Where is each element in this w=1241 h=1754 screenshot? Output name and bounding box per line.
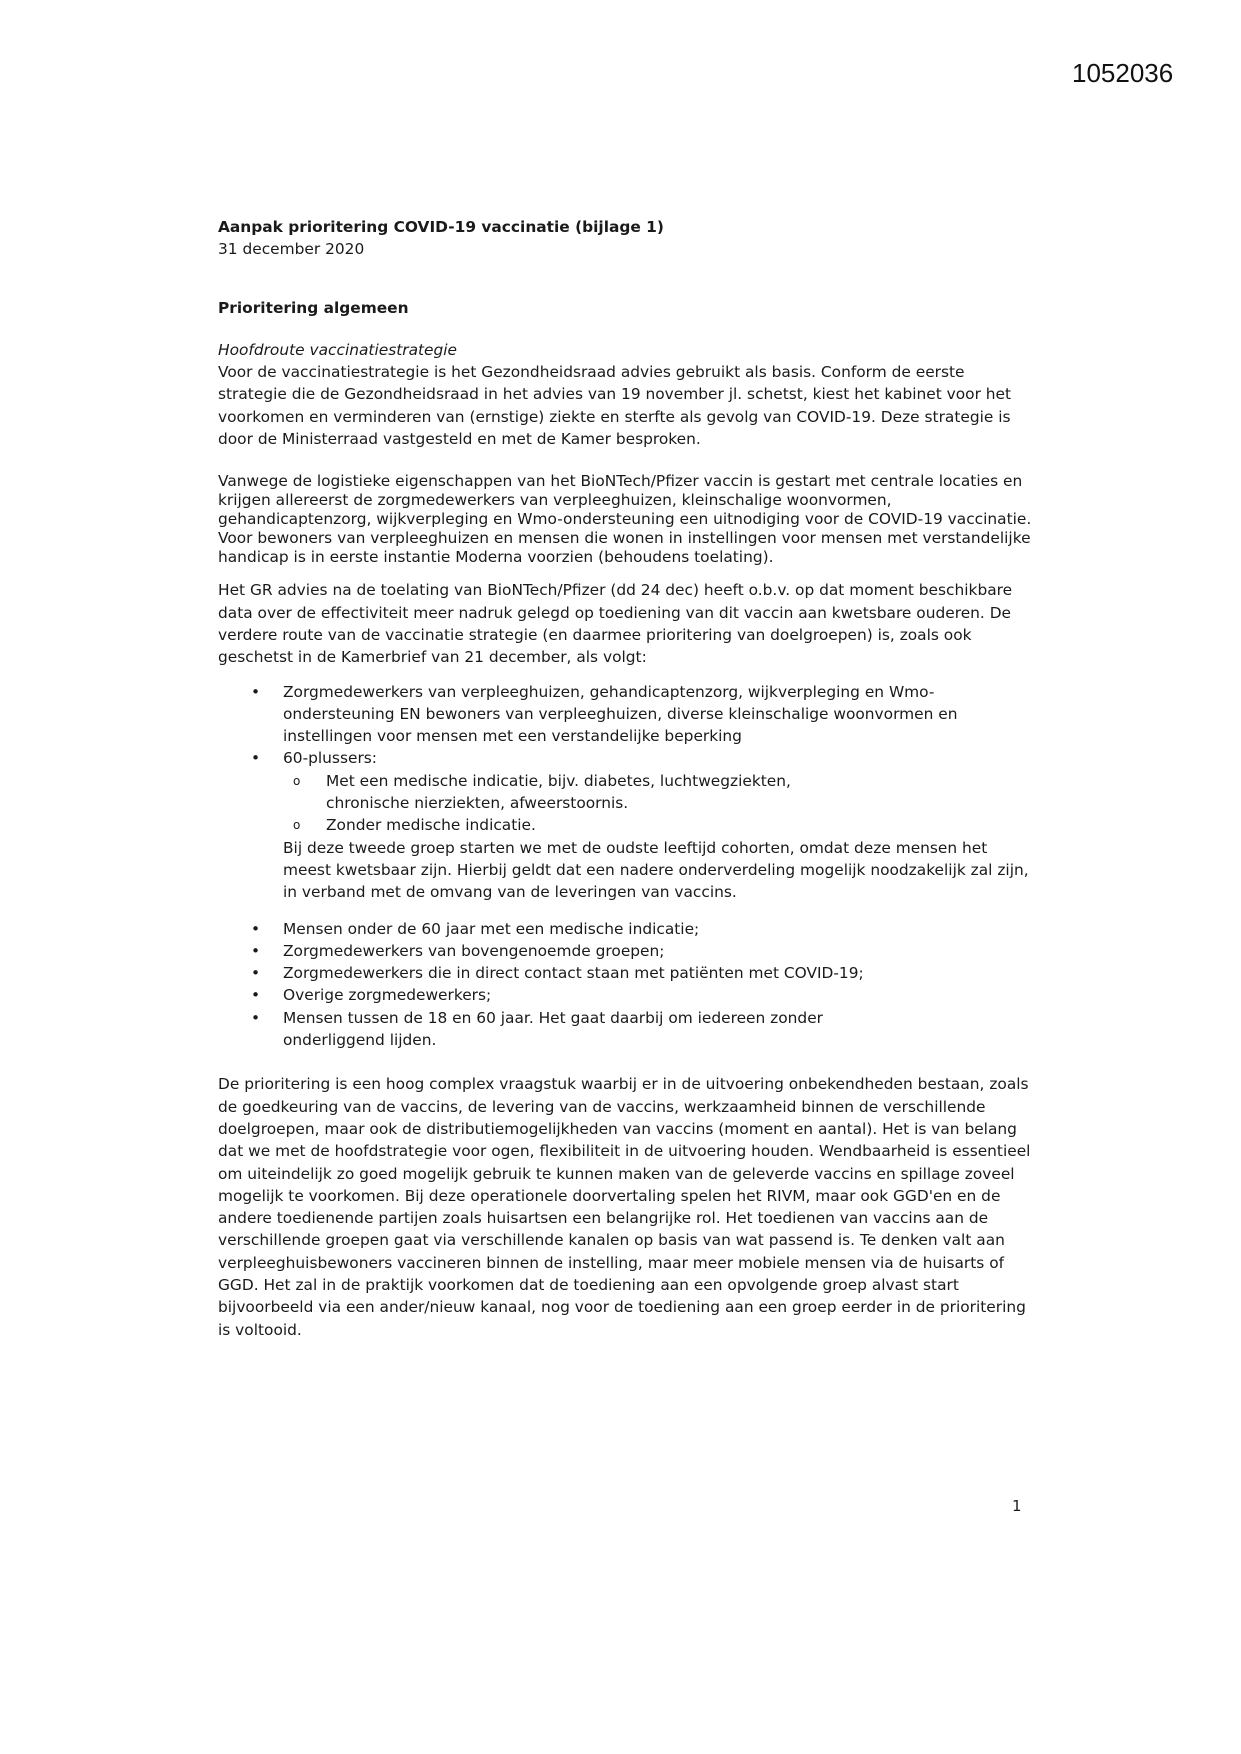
list-item: [251, 1007, 903, 1052]
sub-list-item-text: Zonder medische indicatie.: [326, 816, 536, 835]
page-number: 1: [1012, 1497, 1022, 1515]
circle-bullet-icon: o: [293, 773, 301, 788]
section-heading: Prioritering algemeen: [218, 298, 409, 317]
sub-list-item: [293, 814, 846, 836]
list-item-text: Zorgmedewerkers van verpleeghuizen, gehandicaptenzorg, wijkverpleging en Wmo-ondersteuning EN bewoners van verpleeghuizen, diverse kleinschalige woonvormen en instellingen voor mensen met een verstandelijke beperking: [283, 682, 958, 746]
list-item: [251, 940, 1033, 962]
document-body: [218, 216, 1033, 1341]
paragraph-gr-advice: Het GR advies na de toelating van BioNTech/Pfizer (dd 24 dec) heeft o.b.v. op dat moment beschikbare data over de effectiviteit meer nadruk gelegd op toediening van dit vaccin aan kwetsbare ouderen. De verdere route van de vaccinatie strategie (en daarmee prioritering van doelgroepen) is, zoals ook geschetst in de Kamerbrief van 21 december, als volgt:: [218, 581, 1013, 667]
bullet-icon: •: [251, 986, 261, 1005]
document-title: Aanpak prioritering COVID-19 vaccinatie (bijlage 1): [218, 218, 664, 236]
list-item-text: Mensen tussen de 18 en 60 jaar. Het gaat daarbij om iedereen zonder onderliggend lijden.: [283, 1008, 823, 1050]
list-item: [251, 747, 1033, 903]
bullet-icon: •: [251, 941, 261, 960]
sub-heading: Hoofdroute vaccinatiestrategie: [218, 340, 458, 359]
sub-list-item-text: Met een medische indicatie, bijv. diabetes, luchtwegziekten, chronische nierziekten, afweerstoornis.: [326, 771, 791, 813]
bullet-icon: •: [251, 919, 261, 938]
list-item: [251, 962, 1033, 984]
bullet-icon: •: [251, 964, 261, 983]
bullet-icon: •: [251, 749, 261, 768]
list-item-text: 60-plussers:: [283, 749, 377, 768]
bullet-icon: •: [251, 682, 261, 701]
list-item-text: Mensen onder de 60 jaar met een medische indicatie;: [283, 919, 700, 938]
list-item-text: Zorgmedewerkers van bovengenoemde groepen;: [283, 941, 665, 960]
sub-list-note: Bij deze tweede groep starten we met de oudste leeftijd cohorten, omdat deze mensen het meest kwetsbaar zijn. Hierbij geldt dat een nadere onderverdeling mogelijk noodzakelijk zal zijn, in verband met de omvang van de leveringen van vaccins.: [283, 838, 1029, 902]
document-date: 31 december 2020: [218, 240, 365, 259]
sub-list: [283, 770, 1033, 837]
priority-list: [218, 681, 1033, 1052]
paragraph-complexity: De prioritering is een hoog complex vraagstuk waarbij er in de uitvoering onbekendheden bestaan, zoals de goedkeuring van de vaccins, de levering van de vaccins, werkzaamheid binnen de verschillende doelgroepen, maar ook de distributiemogelijkheden van vaccins (moment en aantal). Het is van belang dat we met de hoofdstrategie voor ogen, flexibiliteit in de uitvoering houden. Wendbaarheid is essentieel om uiteindelijk zo goed mogelijk gebruik te kunnen maken van de geleverde vaccins en spillage zoveel mogelijk te voorkomen. Bij deze operationele doorvertaling spelen het RIVM, maar ook GGD'en en de andere toedienende partijen zoals huisartsen een belangrijke rol. Het toedienen van vaccins aan de verschillende groepen gaat via verschillende kanalen op basis van wat passend is. Te denken valt aan verpleeghuisbewoners vaccineren binnen de instelling, maar meer mobiele mensen via de huisarts of GGD. Het zal in de praktijk voorkomen dat de toediening aan een opvolgende groep alvast start bijvoorbeeld via een ander/nieuw kanaal, nog voor de toediening aan een groep eerder in de prioritering is voltooid.: [218, 1075, 1031, 1339]
list-item: [251, 984, 1033, 1006]
list-item-text: Zorgmedewerkers die in direct contact staan met patiënten met COVID-19;: [283, 964, 864, 983]
document-id: 1052036: [1072, 58, 1174, 88]
sub-list-item: [293, 770, 846, 815]
paragraph-strategy: Voor de vaccinatiestrategie is het Gezondheidsraad advies gebruikt als basis. Conform de eerste strategie die de Gezondheidsraad in het advies van 19 november jl. schetst, kiest het kabinet voor het voorkomen en verminderen van (ernstige) ziekte en sterfte als gevolg van COVID-19. Deze strategie is door de Ministerraad vastgesteld en met de Kamer besproken.: [218, 363, 1012, 449]
list-item: [251, 681, 1033, 748]
circle-bullet-icon: o: [293, 818, 301, 833]
list-item: [251, 918, 1033, 940]
bullet-icon: •: [251, 1008, 261, 1027]
list-item-text: Overige zorgmedewerkers;: [283, 986, 492, 1005]
paragraph-logistics: Vanwege de logistieke eigenschappen van het BioNTech/Pfizer vaccin is gestart met centrale locaties en krijgen allereerst de zorgmedewerkers van verpleeghuizen, kleinschalige woonvormen, gehandicaptenzorg, wijkverpleging en Wmo-ondersteuning een uitnodiging voor de COVID-19 vaccinatie. Voor bewoners van verpleeghuizen en mensen die wonen in instellingen voor mensen met verstandelijke handicap is in eerste instantie Moderna voorzien (behoudens toelating).: [218, 472, 1032, 567]
